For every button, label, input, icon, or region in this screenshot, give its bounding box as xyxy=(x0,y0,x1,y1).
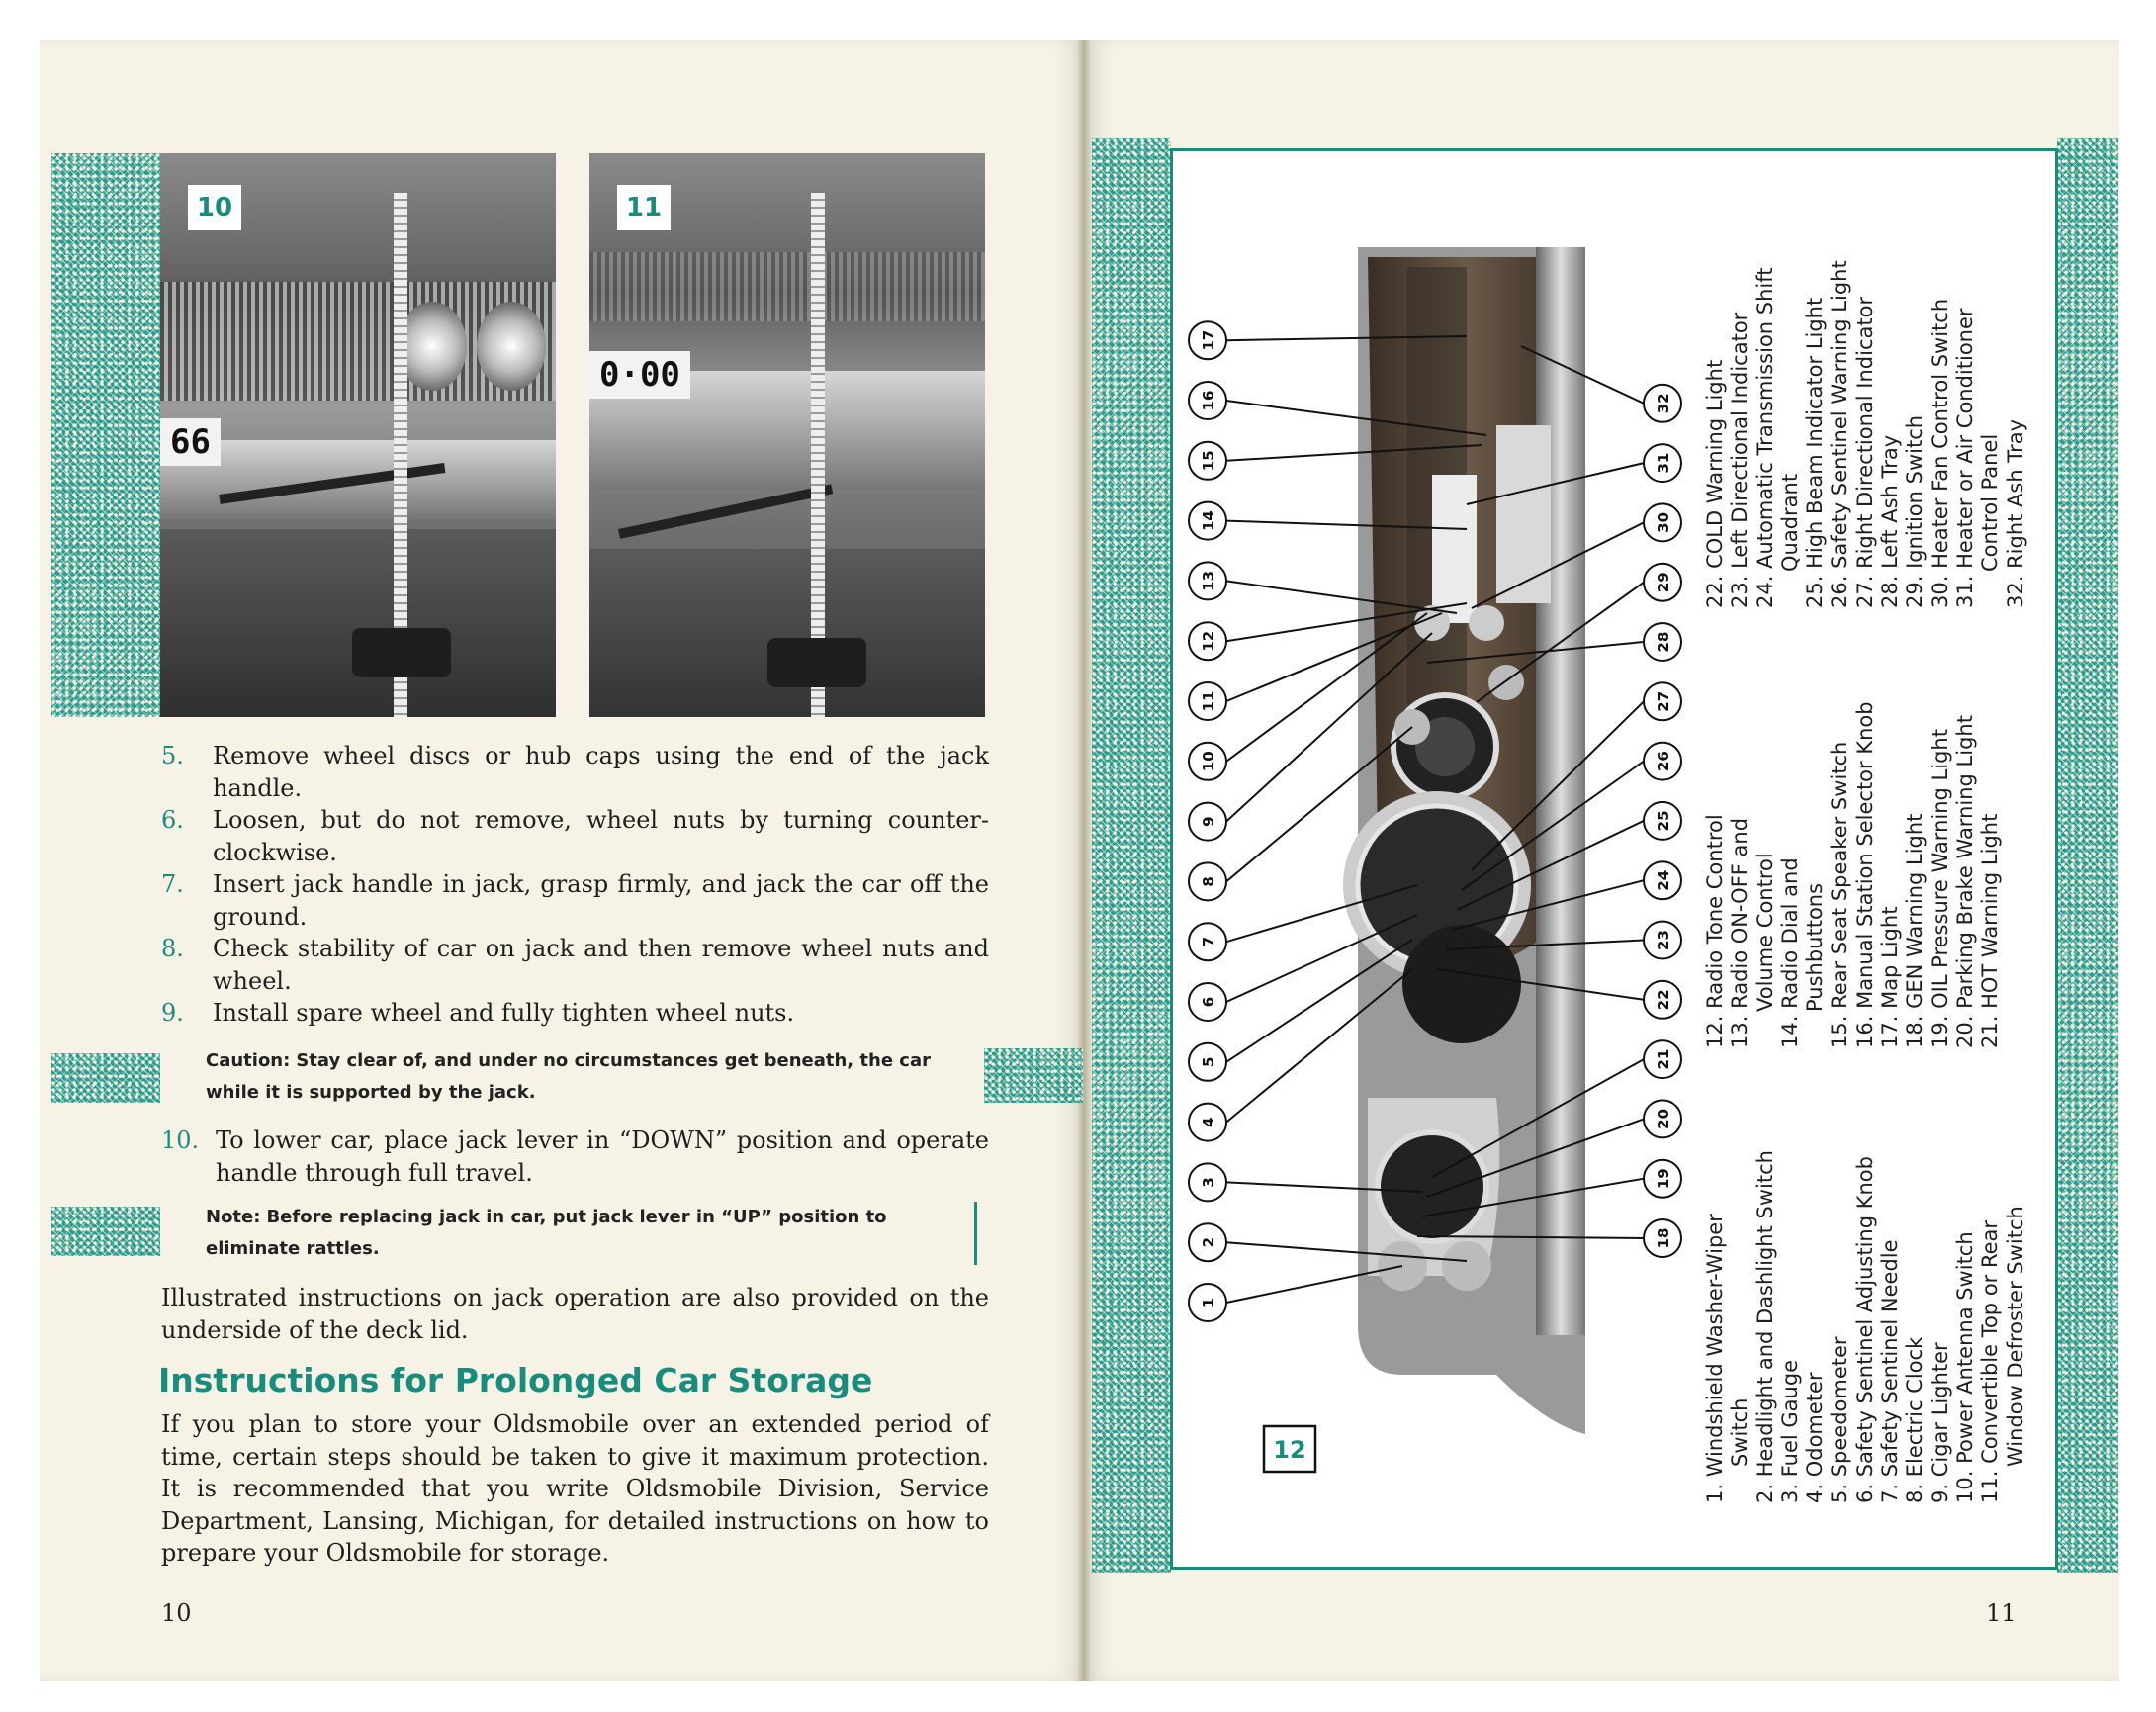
callout-marker xyxy=(1644,503,1681,541)
jack-steps-list xyxy=(161,740,989,1030)
step-10-num: 10. xyxy=(161,1126,200,1154)
legend-item: 32. Right Ash Tray xyxy=(2003,418,2027,608)
legend-item: 2. Headlight and Dashlight Switch xyxy=(1752,1150,1777,1503)
legend-item: 10. Power Antenna Switch xyxy=(1952,1231,1977,1503)
callout-marker xyxy=(1189,1163,1226,1201)
callout-marker xyxy=(1189,1223,1226,1261)
callout-marker xyxy=(1189,862,1226,900)
legend-item: 11. Convertible Top or Rear xyxy=(1978,1219,2003,1503)
callout-marker xyxy=(1644,1160,1681,1198)
callout-number: 17 xyxy=(1200,329,1217,351)
callout-number: 26 xyxy=(1655,751,1672,772)
callout-marker xyxy=(1189,682,1226,720)
callout-number: 30 xyxy=(1655,511,1672,533)
legend-item: Window Defroster Switch xyxy=(2003,1206,2027,1467)
figure-12-label: 12 xyxy=(1273,1436,1306,1464)
callout-marker xyxy=(1644,682,1681,720)
list-item: 6. Loosen, but do not remove, wheel nuts by turning counter-clockwise. xyxy=(161,806,989,866)
callout-marker xyxy=(1644,802,1681,840)
callout-marker xyxy=(1189,803,1226,841)
callout-marker xyxy=(1644,861,1681,899)
legend-item: 25. High Beam Indicator Light xyxy=(1803,297,1828,608)
list-item: 9. Install spare wheel and fully tighten wheel nuts. xyxy=(161,999,795,1027)
callout-number: 6 xyxy=(1200,996,1217,1008)
note-text: Before replacing jack in car, put jack lever in “UP” position to eliminate rattles. xyxy=(206,1207,887,1259)
legend-item: Switch xyxy=(1728,1397,1752,1467)
legend-item: 8. Electric Clock xyxy=(1903,1336,1928,1503)
legend-item: 18. GEN Warning Light xyxy=(1903,813,1928,1048)
callout-number: 27 xyxy=(1655,690,1672,712)
callout-number: 24 xyxy=(1655,869,1672,891)
callout-number: 25 xyxy=(1655,810,1672,832)
texture-note-left xyxy=(51,1207,160,1256)
legend-item: 27. Right Directional Indicator xyxy=(1852,296,1877,608)
photo-jack-front-bumper xyxy=(160,153,556,717)
callout-marker xyxy=(1644,1219,1681,1257)
legend-item: 30. Heater Fan Control Switch xyxy=(1928,298,1952,608)
callout-number: 7 xyxy=(1200,936,1217,947)
legend-item: 3. Fuel Gauge xyxy=(1777,1359,1802,1503)
callout-marker xyxy=(1644,922,1681,959)
callout-number: 20 xyxy=(1655,1108,1672,1129)
legend-item: 17. Map Light xyxy=(1878,906,1903,1048)
license-plate: 0·00 xyxy=(589,351,690,399)
callout-number: 28 xyxy=(1655,631,1672,653)
legend-item: 21. HOT Warning Light xyxy=(1978,813,2003,1048)
callout-number: 5 xyxy=(1200,1056,1217,1068)
legend-item: 28. Left Ash Tray xyxy=(1878,434,1903,608)
texture-band-right-inner xyxy=(1092,138,1171,1573)
callout-marker xyxy=(1189,1043,1226,1081)
callout-number: 21 xyxy=(1655,1048,1672,1070)
callout-marker xyxy=(1189,382,1226,419)
storage-heading: Instructions for Prolonged Car Storage xyxy=(158,1361,873,1399)
legend-column-3 xyxy=(1703,143,2028,608)
callout-marker xyxy=(1644,385,1681,422)
callout-number: 3 xyxy=(1200,1177,1217,1188)
legend-column-2 xyxy=(1703,584,2004,1048)
callout-marker xyxy=(1644,981,1681,1019)
callout-marker xyxy=(1189,983,1226,1021)
legend-item: 7. Safety Sentinel Needle xyxy=(1878,1239,1903,1503)
caution-label: Caution: xyxy=(206,1050,291,1071)
callout-marker xyxy=(1189,442,1226,480)
callout-marker xyxy=(1189,1104,1226,1141)
callout-number: 4 xyxy=(1200,1117,1217,1127)
callout-marker xyxy=(1189,622,1226,660)
legend-item: 23. Left Directional Indicator xyxy=(1728,312,1752,608)
legend-item: Pushbuttons xyxy=(1803,882,1828,1012)
note-notice xyxy=(206,1202,977,1265)
legend-item: 4. Odometer xyxy=(1803,1372,1828,1503)
callout-number: 9 xyxy=(1200,816,1217,827)
legend-column-1 xyxy=(1703,1038,2028,1503)
callout-number: 32 xyxy=(1655,393,1672,414)
legend-item: Volume Control xyxy=(1752,853,1777,1012)
callout-marker xyxy=(1189,321,1226,359)
callout-marker xyxy=(1644,1040,1681,1078)
callout-marker xyxy=(1189,502,1226,540)
texture-band-right-outer xyxy=(2057,138,2118,1573)
legend-item: 6. Safety Sentinel Adjusting Knob xyxy=(1852,1156,1877,1503)
illustrated-instructions-text: Illustrated instructions on jack operation are also provided on the underside of the deck lid. xyxy=(161,1284,989,1344)
callout-number: 18 xyxy=(1655,1227,1672,1249)
callout-marker xyxy=(1644,623,1681,661)
callout-number: 10 xyxy=(1200,751,1217,772)
texture-caution-left xyxy=(51,1053,160,1103)
callout-number: 23 xyxy=(1655,930,1672,950)
texture-caution-right xyxy=(984,1048,1083,1103)
step-10 xyxy=(161,1125,989,1189)
page-number-left: 10 xyxy=(161,1599,192,1627)
figure-10-label: 10 xyxy=(188,185,241,230)
caution-text: Stay clear of, and under no circumstances get beneath, the car while it is supported by the jack. xyxy=(206,1050,931,1103)
legend-item: 15. Rear Seat Speaker Switch xyxy=(1828,741,1852,1048)
callout-marker xyxy=(1644,1100,1681,1137)
legend-item: 31. Heater or Air Conditioner xyxy=(1952,308,1977,608)
step-10-text: To lower car, place jack lever in “DOWN” position and operate handle through full travel. xyxy=(216,1126,989,1187)
callout-number: 2 xyxy=(1200,1236,1217,1248)
texture-band-left-top xyxy=(51,153,160,717)
callout-marker xyxy=(1189,743,1226,780)
storage-paragraph: If you plan to store your Oldsmobile over an extended period of time, certain steps should be taken to give it maximum protection. It is recommended that you write Oldsmobile Division, Service Department, Lansing, Michigan, for detailed instructions on how to prepare your Oldsmobile for storage. xyxy=(161,1410,989,1567)
legend-item: 29. Ignition Switch xyxy=(1903,414,1928,608)
legend-item: 20. Parking Brake Warning Light xyxy=(1952,715,1977,1048)
license-plate: 66 xyxy=(160,418,221,466)
note-label: Note: xyxy=(206,1207,261,1227)
spine-gutter xyxy=(1078,40,1090,1681)
caution-notice xyxy=(206,1045,977,1109)
legend-item: 1. Windshield Washer-Wiper xyxy=(1703,1214,1727,1503)
legend-item: 26. Safety Sentinel Warning Light xyxy=(1828,260,1852,608)
legend-item: 12. Radio Tone Control xyxy=(1703,814,1727,1048)
callout-marker xyxy=(1644,564,1681,601)
callout-number: 13 xyxy=(1200,570,1217,591)
callout-marker xyxy=(1189,923,1226,960)
legend-item: 22. COLD Warning Light xyxy=(1703,359,1727,608)
callout-number: 12 xyxy=(1200,630,1217,652)
legend-item: 16. Manual Station Selector Knob xyxy=(1852,701,1877,1048)
callout-marker xyxy=(1189,562,1226,599)
legend-item: 5. Speedometer xyxy=(1828,1336,1852,1503)
legend-item: 14. Radio Dial and xyxy=(1777,857,1802,1048)
callout-number: 1 xyxy=(1200,1297,1217,1308)
callout-number: 19 xyxy=(1655,1168,1672,1190)
callout-number: 8 xyxy=(1200,876,1217,887)
legend-item: Control Panel xyxy=(1978,433,2003,572)
legend-item: 19. OIL Pressure Warning Light xyxy=(1928,729,1952,1048)
callout-number: 31 xyxy=(1655,452,1672,474)
legend-item: Quadrant xyxy=(1777,473,1802,572)
list-item: 5. Remove wheel discs or hub caps using the end of the jack handle. xyxy=(161,742,989,802)
callout-number: 11 xyxy=(1200,690,1217,712)
callout-marker xyxy=(1189,1284,1226,1321)
callout-number: 15 xyxy=(1200,450,1217,472)
page-number-right: 11 xyxy=(1986,1599,2017,1627)
callout-marker xyxy=(1644,444,1681,482)
callout-number: 22 xyxy=(1655,989,1672,1011)
legend-item: 24. Automatic Transmission Shift xyxy=(1752,267,1777,608)
callout-number: 29 xyxy=(1655,572,1672,593)
figure-11-label: 11 xyxy=(617,185,671,230)
list-item: 7. Insert jack handle in jack, grasp firmly, and jack the car off the ground. xyxy=(161,870,989,931)
legend-item: 9. Cigar Lighter xyxy=(1928,1342,1952,1503)
callout-number: 14 xyxy=(1200,510,1217,532)
callout-number: 16 xyxy=(1200,390,1217,411)
photo-jack-rear-bumper xyxy=(589,153,985,717)
callout-marker xyxy=(1644,743,1681,780)
list-item: 8. Check stability of car on jack and then remove wheel nuts and wheel. xyxy=(161,935,989,995)
legend-item: 13. Radio ON-OFF and xyxy=(1728,817,1752,1048)
